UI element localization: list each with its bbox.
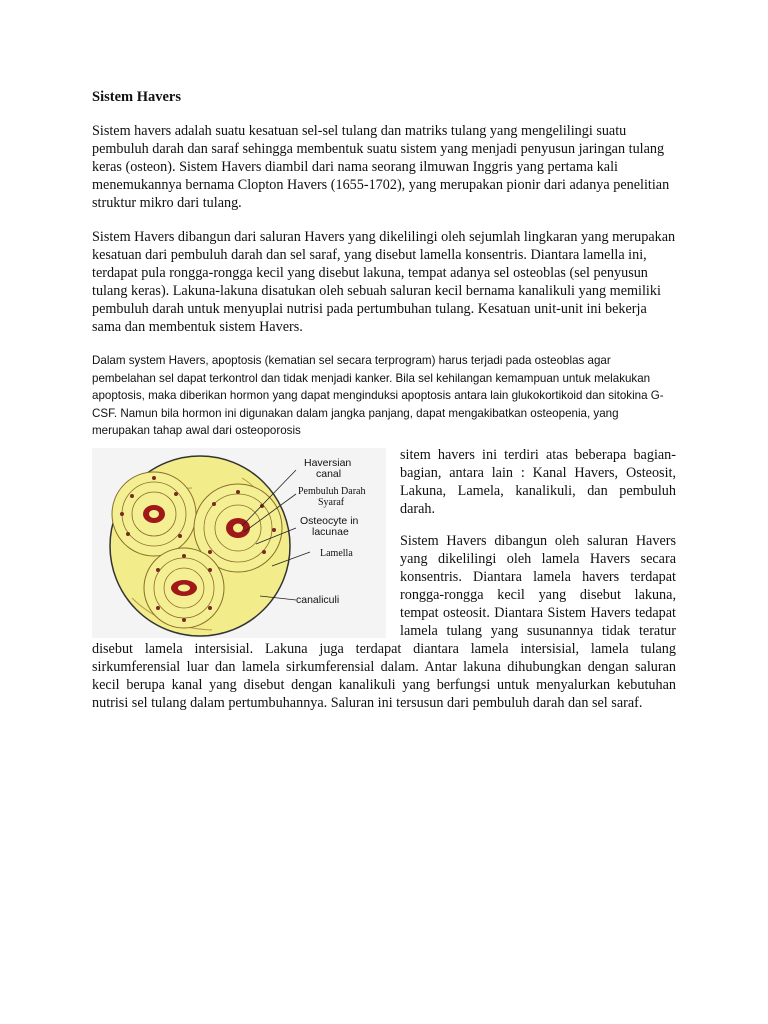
paragraph-apoptosis: Dalam system Havers, apoptosis (kematian sel secara terprogram) harus terjadi pada osteoblas agar pembelahan sel dapat terkontrol dan tidak menjadi kanker. Bila sel kehilangan kemampuan untuk melakukan apoptosis, maka diberikan hormon yang dapat menginduksi apoptosis antara lain glukokortikoid dan sitokina G-CSF. Namun bila hormon ini digunakan dalam jangka panjang, dapat mengakibatkan osteopenia, yang merupakan tahap awal dari osteoporosis	[92, 354, 664, 438]
document-page	[92, 88, 676, 712]
paragraph-structure: Sistem Havers dibangun dari saluran Havers yang dikelilingi oleh sejumlah lingkaran yang merupakan kesatuan dari pembuluh darah dan sel saraf, yang disebut lamella konsentris. Diantara lamella ini, terdapat pula rongga-rongga kecil yang disebut lakuna, tempat adanya sel osteoblas (sel penyusun tulang keras). Lakuna-lakuna disatukan oleh sebuah saluran kecil bernama kanalikuli yang memiliki pembuluh darah untuk menyuplai nutrisi pada pertumbuhan tulang. Kesatuan unit-unit ini bekerja sama dan membentuk sistem Havers.	[92, 229, 676, 335]
label-canal: canal	[316, 467, 342, 480]
document-title: Sistem Havers	[92, 89, 181, 105]
label-lamella: Lamella	[320, 547, 353, 559]
haversian-system-figure	[92, 448, 386, 638]
label-syaraf: Syaraf	[318, 496, 345, 508]
haversian-diagram	[92, 448, 386, 638]
paragraph-components: sitem havers ini terdiri atas beberapa bagian-bagian, antara lain : Kanal Havers, Osteosit, Lakuna, Lamela, kanalikuli, dan pembuluh darah.	[400, 446, 676, 517]
label-osteocyte: Osteocyte in	[300, 514, 359, 527]
label-lacunae: lacunae	[312, 525, 349, 538]
paragraph-definition: Sistem havers adalah suatu kesatuan sel-sel tulang dan matriks tulang yang mengelilingi suatu pembuluh darah dan saraf sehingga membentuk suatu sistem yang menjadi penyusun jaringan tulang keras (osteon). Sistem Havers diambil dari nama seorang ilmuwan Inggris yang pertama kali menemukannya bernama Clopton Havers (1655-1702), yang merupakan pionir dari adanya penelitian struktur mikro dari tulang.	[92, 123, 670, 211]
osteon-top-left	[112, 472, 196, 556]
paragraph-lamella: Sistem Havers dibangun oleh saluran Havers yang dikelilingi oleh lamela Havers secara konsentris. Diantara lamela havers terdapat rongga-rongga kecil yang disebut lakuna, tempat osteosit. Diantara Sistem Havers tedapat lamela tulang yang susunannya tidak teratur disebut lamela intersisial. Lakuna juga terdapat diantara lamela intersisial, lamela tulang sirkumferensial luar dan lamela sirkumferensial dalam. Antar lakuna dihubungkan dengan saluran kecil berupa kanal yang disebut dengan kanalikuli yang berfungsi untuk menyalurkan kebutuhan nutrisi sel tulang dalam pertumbuhannya. Saluran ini tersusun dari pembuluh darah dan sel saraf.	[92, 532, 676, 711]
figure-row	[92, 446, 676, 712]
osteon-bottom	[144, 548, 224, 628]
label-canaliculi: canaliculi	[296, 593, 340, 606]
label-pembuluh-darah: Pembuluh Darah	[298, 485, 366, 497]
label-haversian: Haversian	[304, 456, 352, 469]
